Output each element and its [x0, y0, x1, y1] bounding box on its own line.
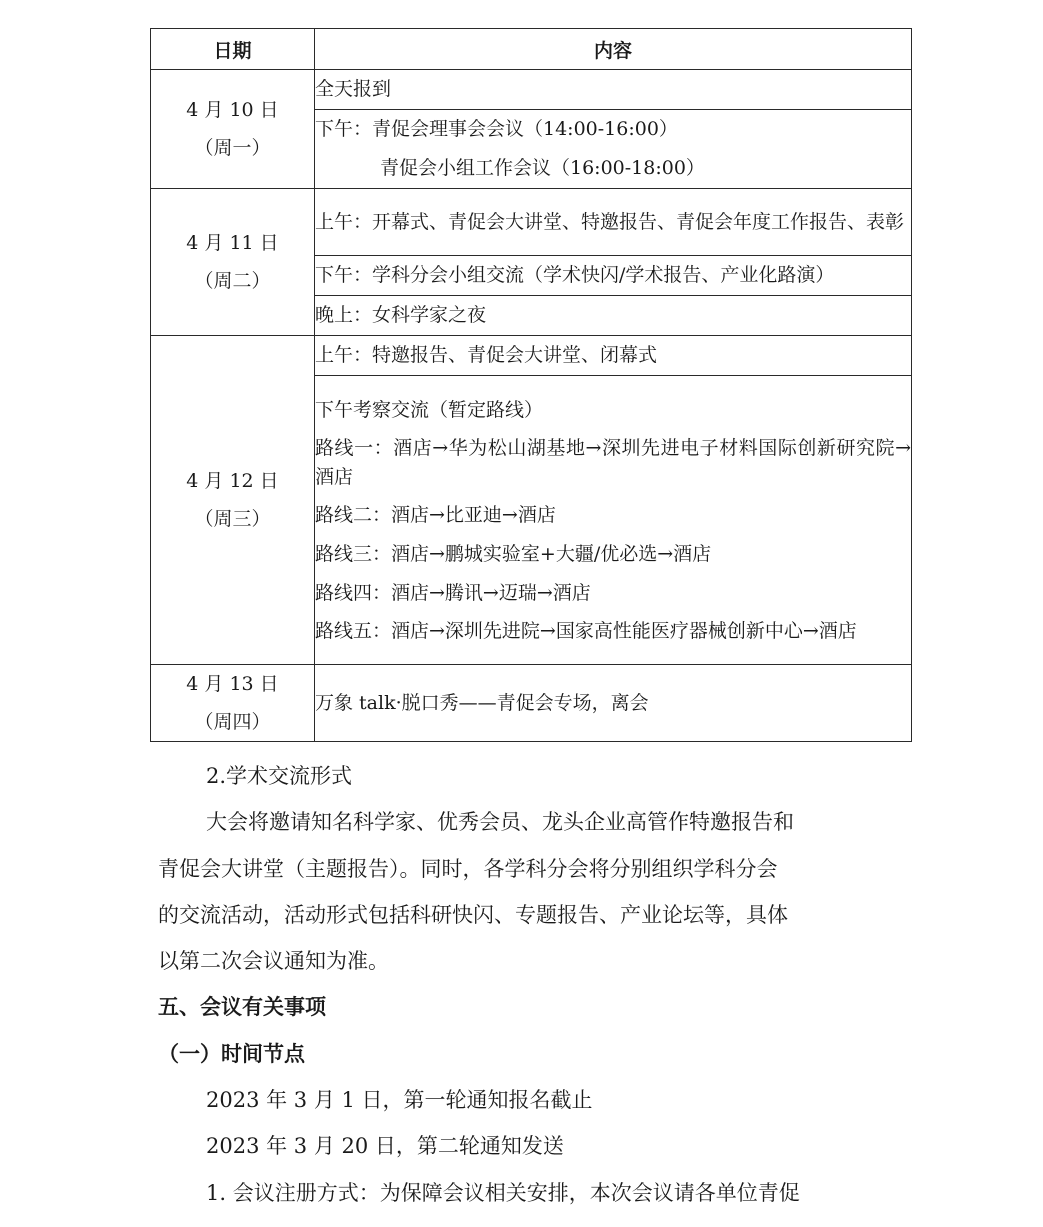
content-cell	[315, 336, 912, 376]
paragraph-line: 大会将邀请知名科学家、优秀会员、龙头企业高管作特邀报告和	[206, 810, 794, 834]
section-title-academic: 2.学术交流形式	[206, 764, 353, 788]
section-heading: 五、会议有关事项	[158, 995, 326, 1019]
content-cell	[315, 189, 912, 256]
content-text: 上午：开幕式、青促会大讲堂、特邀报告、青促会年度工作报告、表彰	[315, 210, 905, 233]
content-cell	[315, 110, 912, 189]
date-cell-apr10	[151, 70, 315, 189]
timeline-item: 2023 年 3 月 20 日，第二轮通知发送	[206, 1134, 564, 1158]
timeline-item: 2023 年 3 月 1 日，第一轮通知报名截止	[206, 1088, 593, 1112]
paragraph-line: 青促会大讲堂（主题报告）。同时，各学科分会将分别组织学科分会	[158, 857, 778, 881]
content-cell	[315, 256, 912, 296]
date-cell-apr12	[151, 336, 315, 665]
weekday-label: （周四）	[194, 711, 271, 733]
weekday-label: （周一）	[194, 137, 271, 159]
content-text: 上午：特邀报告、青促会大讲堂、闭幕式	[315, 344, 658, 366]
date-cell-apr11	[151, 189, 315, 336]
table-row	[151, 189, 912, 256]
date-label: 4 月 13 日	[186, 673, 279, 695]
content-text: 下午：青促会理事会会议（14:00-16:00）	[315, 118, 678, 140]
route-item: 路线四：酒店→腾讯→迈瑞→酒店	[315, 581, 591, 604]
header-date: 日期	[151, 29, 315, 70]
content-text: 晚上：女科学家之夜	[315, 304, 487, 326]
table-row	[151, 336, 912, 376]
route-item: 路线五：酒店→深圳先进院→国家高性能医疗器械创新中心→酒店	[315, 619, 857, 642]
content-cell	[315, 376, 912, 665]
content-text: 青促会小组工作会议（16:00-18:00）	[380, 157, 705, 179]
date-label: 4 月 12 日	[186, 470, 279, 492]
content-text: 全天报到	[315, 78, 392, 100]
schedule-table	[150, 28, 912, 742]
paragraph-line: 以第二次会议通知为准。	[158, 949, 389, 973]
route-item: 路线二：酒店→比亚迪→酒店	[315, 503, 556, 526]
table-row	[151, 70, 912, 110]
weekday-label: （周二）	[194, 270, 271, 292]
table-row	[151, 665, 912, 742]
date-label: 4 月 11 日	[186, 232, 279, 254]
route-item: 路线三：酒店→鹏城实验室+大疆/优必选→酒店	[315, 542, 712, 565]
content-text: 万象 talk·脱口秀——青促会专场，离会	[315, 691, 649, 714]
route-item: 路线一：酒店→华为松山湖基地→深圳先进电子材料国际创新研究院→酒店	[315, 436, 911, 488]
content-cell	[315, 665, 912, 742]
content-text: 下午：学科分会小组交流（学术快闪/学术报告、产业化路演）	[315, 264, 835, 286]
header-content: 内容	[315, 29, 912, 70]
date-label: 4 月 10 日	[186, 99, 279, 121]
registration-item: 1. 会议注册方式：为保障会议相关安排，本次会议请各单位青促	[206, 1181, 800, 1205]
paragraph-line: 的交流活动，活动形式包括科研快闪、专题报告、产业论坛等，具体	[158, 903, 788, 927]
table-header-row	[151, 29, 912, 70]
subsection-heading: （一）时间节点	[158, 1042, 305, 1066]
content-cell	[315, 70, 912, 110]
content-cell	[315, 296, 912, 336]
weekday-label: （周三）	[194, 508, 271, 530]
date-cell-apr13	[151, 665, 315, 742]
content-text: 下午考察交流（暂定路线）	[315, 398, 544, 421]
